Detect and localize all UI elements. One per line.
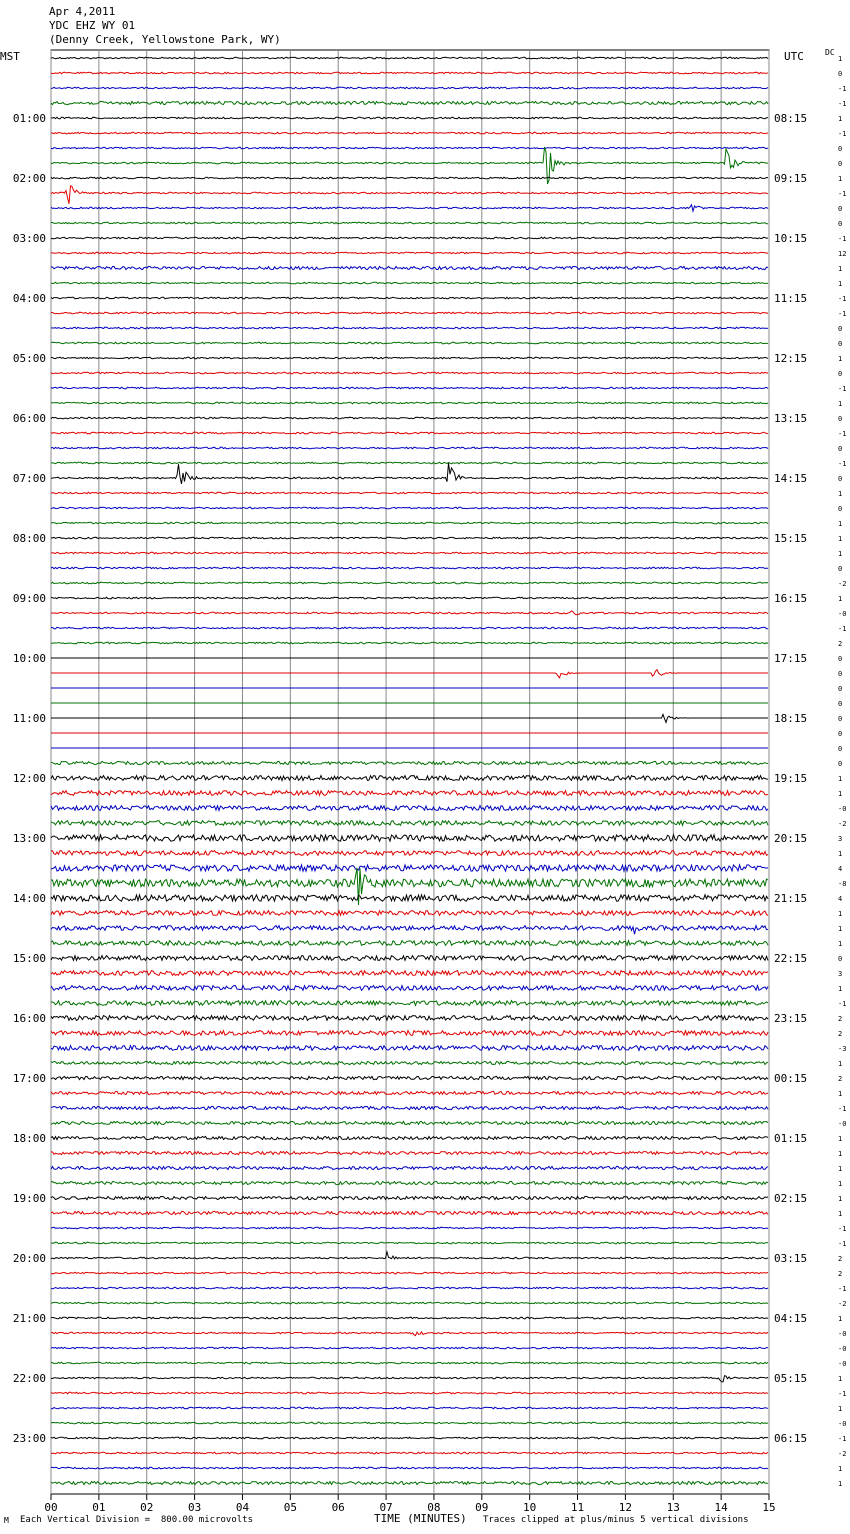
- dc-offset-label: 0: [838, 655, 843, 663]
- trace-line: [51, 1106, 768, 1109]
- trace-line: [51, 714, 768, 722]
- plot-frame: [51, 50, 769, 1494]
- trace-line: [51, 342, 768, 344]
- x-tick-label: 04: [235, 1501, 250, 1514]
- trace-line: [51, 1407, 768, 1409]
- utc-hour-label: 12:15: [774, 352, 808, 365]
- trace-line: [51, 911, 768, 916]
- trace-line: [51, 1422, 768, 1424]
- dc-offset-label: 0: [838, 445, 843, 453]
- dc-offset-label: -1: [838, 235, 847, 243]
- dc-offset-label: 1: [838, 1480, 843, 1488]
- mst-hour-label: 15:00: [12, 952, 46, 965]
- x-tick-label: 12: [618, 1501, 633, 1514]
- x-tick-label: 11: [570, 1501, 585, 1514]
- dc-offset-label: 1: [838, 985, 843, 993]
- trace-line: [51, 1227, 768, 1229]
- dc-offset-label: 0: [838, 715, 843, 723]
- dc-offset-label: -1: [838, 625, 847, 633]
- trace-line: [51, 567, 768, 569]
- trace-line: [51, 1467, 768, 1469]
- trace-line: [51, 1151, 768, 1154]
- dc-offset-label: 0: [838, 70, 843, 78]
- trace-line: [51, 1362, 768, 1364]
- x-tick-label: 07: [379, 1501, 393, 1514]
- trace-line: [51, 1252, 768, 1259]
- dc-offset-label: 0: [838, 955, 843, 963]
- dc-offset-label: 0: [838, 760, 843, 768]
- mst-hour-label: 06:00: [12, 412, 46, 425]
- dc-offset-label: -1: [838, 130, 847, 138]
- trace-line: [51, 1031, 768, 1036]
- trace-line: [51, 941, 768, 946]
- trace-line: [51, 1287, 768, 1289]
- dc-offset-label: 1: [838, 175, 843, 183]
- trace-line: [51, 1001, 768, 1006]
- dc-offset-label: 0: [838, 325, 843, 333]
- dc-offset-label: 0: [838, 565, 843, 573]
- dc-offset-label: 0: [838, 475, 843, 483]
- trace-line: [51, 87, 768, 89]
- dc-offset-label: 1: [838, 1135, 843, 1143]
- mst-hour-label: 23:00: [12, 1432, 46, 1445]
- trace-line: [51, 1302, 768, 1304]
- dc-offset-label: 0: [838, 415, 843, 423]
- trace-line: [51, 868, 768, 905]
- trace-line: [51, 417, 768, 419]
- trace-line: [51, 537, 768, 539]
- x-tick-label: 08: [427, 1501, 441, 1514]
- mst-hour-label: 02:00: [12, 172, 46, 185]
- dc-offset-label: -1: [838, 1105, 847, 1113]
- x-tick-label: 03: [187, 1501, 202, 1514]
- utc-hour-label: 17:15: [774, 652, 808, 665]
- dc-offset-label: 1: [838, 1465, 843, 1473]
- dc-offset-label: -1: [838, 1435, 847, 1443]
- dc-offset-label: 1: [838, 1060, 843, 1068]
- trace-line: [51, 492, 768, 494]
- trace-line: [51, 1242, 768, 1244]
- x-tick-label: 10: [523, 1501, 537, 1514]
- utc-hour-label: 19:15: [774, 772, 808, 785]
- dc-offset-label: 1: [838, 1165, 843, 1173]
- dc-offset-label: 1: [838, 910, 843, 918]
- mst-hour-label: 13:00: [12, 832, 46, 845]
- trace-line: [51, 266, 768, 269]
- mst-hour-label: 03:00: [12, 232, 46, 245]
- dc-offset-label: -2: [838, 820, 847, 828]
- dc-offset-label: -1: [838, 1390, 847, 1398]
- dc-offset-label: 1: [838, 115, 843, 123]
- trace-line: [51, 1061, 768, 1064]
- trace-line: [51, 177, 768, 179]
- trace-line: [51, 1091, 768, 1094]
- dc-offset-label: 0: [838, 685, 843, 693]
- trace-line: [51, 926, 768, 935]
- dc-offset-label: -0: [838, 1330, 847, 1338]
- x-axis-title: TIME (MINUTES): [374, 1512, 467, 1525]
- trace-line: [51, 205, 768, 211]
- dc-offset-label: -0: [838, 1360, 847, 1368]
- dc-offset-label: 1: [838, 1210, 843, 1218]
- mst-hour-label: 14:00: [12, 892, 46, 905]
- dc-offset-label: 2: [838, 1255, 843, 1263]
- scale-note: Each Vertical Division = 800.00 microvolts: [20, 1515, 253, 1525]
- dc-offset-label: -1: [838, 100, 847, 108]
- utc-hour-label: 10:15: [774, 232, 808, 245]
- trace-line: [51, 402, 768, 404]
- mst-hour-label: 17:00: [12, 1072, 46, 1085]
- trace-line: [51, 642, 768, 644]
- dc-offset-label: 2: [838, 1015, 843, 1023]
- trace-line: [51, 1121, 768, 1124]
- utc-hour-label: 02:15: [774, 1192, 808, 1205]
- dc-offset-label: -2: [838, 1450, 847, 1458]
- dc-offset-label: 1: [838, 1150, 843, 1158]
- trace-line: [51, 1181, 768, 1184]
- trace-line: [51, 1481, 768, 1484]
- dc-offset-label: -1: [838, 385, 847, 393]
- trace-line: [51, 835, 768, 841]
- utc-hour-label: 18:15: [774, 712, 808, 725]
- plot-grid: [51, 50, 769, 1494]
- dc-offset-label: -3: [838, 1045, 847, 1053]
- utc-hour-label: 13:15: [774, 412, 808, 425]
- dc-offset-label: -1: [838, 1240, 847, 1248]
- dc-offset-label: 1: [838, 1375, 843, 1383]
- dc-offset-label: 1: [838, 535, 843, 543]
- dc-offset-label: 0: [838, 205, 843, 213]
- dc-offset-label: -0: [838, 610, 847, 618]
- dc-offset-label: 1: [838, 1090, 843, 1098]
- trace-line: [51, 1166, 768, 1169]
- utc-hour-label: 16:15: [774, 592, 808, 605]
- x-tick-label: 02: [140, 1501, 154, 1514]
- x-tick-label: 14: [714, 1501, 728, 1514]
- mst-hour-label: 12:00: [12, 772, 46, 785]
- dc-offset-label: 0: [838, 700, 843, 708]
- dc-offset-label: -2: [838, 580, 847, 588]
- dc-offset-label: 4: [838, 865, 843, 873]
- trace-line: [51, 282, 768, 284]
- x-tick-label: 06: [331, 1501, 345, 1514]
- x-tick-label: 09: [475, 1501, 489, 1514]
- dc-offset-label: 3: [838, 835, 843, 843]
- dc-offset-label: -1: [838, 295, 847, 303]
- trace-line: [51, 1272, 768, 1274]
- mst-hour-label: 08:00: [12, 532, 46, 545]
- trace-line: [51, 1136, 768, 1139]
- trace-line: [51, 1211, 768, 1214]
- dc-offset-label: 1: [838, 1180, 843, 1188]
- trace-line: [51, 956, 768, 961]
- mst-hour-label: 10:00: [12, 652, 46, 665]
- trace-line: [51, 1392, 768, 1394]
- utc-hour-label: 23:15: [774, 1012, 808, 1025]
- dc-offset-label: 0: [838, 730, 843, 738]
- dc-offset-label: 4: [838, 895, 843, 903]
- utc-hour-label: 00:15: [774, 1072, 808, 1085]
- mst-hour-label: 21:00: [12, 1312, 46, 1325]
- trace-line: [51, 507, 768, 509]
- trace-line: [51, 312, 768, 314]
- dc-offset-label: 1: [838, 850, 843, 858]
- dc-offset-label: 1: [838, 400, 843, 408]
- clip-note: Traces clipped at plus/minus 5 vertical divisions: [483, 1515, 749, 1525]
- mst-hour-label: 22:00: [12, 1372, 46, 1385]
- trace-line: [51, 432, 768, 434]
- trace-line: [51, 821, 768, 826]
- utc-axis-label: UTC: [784, 50, 804, 63]
- dc-offset-label: 1: [838, 775, 843, 783]
- trace-line: [51, 72, 768, 74]
- dc-offset-label: 2: [838, 1030, 843, 1038]
- mst-hour-label: 18:00: [12, 1132, 46, 1145]
- dc-offset-label: 0: [838, 160, 843, 168]
- trace-line: [51, 101, 768, 104]
- trace-line: [51, 1196, 768, 1199]
- chart-station: YDC EHZ WY 01: [49, 19, 136, 32]
- trace-line: [51, 132, 768, 134]
- trace-line: [51, 971, 768, 976]
- corner-mark: M: [4, 1516, 9, 1525]
- utc-hour-label: 11:15: [774, 292, 808, 305]
- trace-line: [51, 1332, 768, 1336]
- trace-line: [51, 147, 768, 149]
- mst-axis-label: MST: [0, 50, 20, 63]
- dc-offset-label: 0: [838, 505, 843, 513]
- dc-offset-label: -0: [838, 805, 847, 813]
- trace-line: [51, 582, 768, 584]
- trace-line: [51, 462, 768, 464]
- trace-line: [51, 357, 768, 359]
- utc-hour-label: 20:15: [774, 832, 808, 845]
- dc-offset-label: 1: [838, 550, 843, 558]
- utc-hour-label: 01:15: [774, 1132, 808, 1145]
- dc-offset-label: -1: [838, 85, 847, 93]
- trace-line: [51, 627, 768, 629]
- dc-offset-label: 2: [838, 1075, 843, 1083]
- dc-offset-label: 2: [838, 640, 843, 648]
- trace-line: [51, 611, 768, 615]
- trace-line: [51, 1376, 768, 1382]
- utc-hour-label: 08:15: [774, 112, 808, 125]
- trace-line: [51, 117, 768, 119]
- dc-offset-label: 1: [838, 280, 843, 288]
- dc-offset-label: -2: [838, 1300, 847, 1308]
- trace-line: [51, 387, 768, 389]
- trace-line: [51, 1046, 768, 1051]
- dc-offset-label: -0: [838, 1420, 847, 1428]
- trace-line: [51, 57, 768, 59]
- dc-offset-label: 1: [838, 490, 843, 498]
- trace-line: [51, 1452, 768, 1454]
- trace-line: [51, 761, 768, 764]
- dc-offset-label: 0: [838, 340, 843, 348]
- trace-line: [51, 895, 768, 901]
- dc-offset-label: 1: [838, 790, 843, 798]
- dc-offset-label: 12: [838, 250, 847, 258]
- trace-line: [51, 327, 768, 329]
- trace-line: [51, 865, 768, 871]
- x-axis-ticks: [44, 1494, 775, 1514]
- utc-hour-label: 14:15: [774, 472, 808, 485]
- x-tick-label: 13: [666, 1501, 680, 1514]
- trace-line: [51, 806, 768, 811]
- mst-hour-label: 19:00: [12, 1192, 46, 1205]
- trace-line: [51, 222, 768, 224]
- utc-hour-label: 09:15: [774, 172, 808, 185]
- dc-offset-label: 1: [838, 55, 843, 63]
- mst-hour-label: 07:00: [12, 472, 46, 485]
- dc-offset-label: -1: [838, 1225, 847, 1233]
- trace-line: [51, 186, 768, 204]
- dc-offset-label: 1: [838, 940, 843, 948]
- trace-line: [51, 237, 768, 239]
- dc-offset-label: 0: [838, 370, 843, 378]
- trace-line: [51, 552, 768, 554]
- chart-date: Apr 4,2011: [49, 5, 116, 18]
- trace-line: [51, 252, 768, 254]
- trace-line: [51, 463, 768, 484]
- mst-hour-label: 11:00: [12, 712, 46, 725]
- dc-offset-label: 1: [838, 1195, 843, 1203]
- mst-hour-label: 09:00: [12, 592, 46, 605]
- mst-hour-label: 05:00: [12, 352, 46, 365]
- trace-line: [51, 670, 768, 678]
- dc-offset-label: 1: [838, 1315, 843, 1323]
- mst-hour-label: 01:00: [12, 112, 46, 125]
- utc-hour-label: 04:15: [774, 1312, 808, 1325]
- trace-line: [51, 1347, 768, 1349]
- dc-offset-label: -1: [838, 1000, 847, 1008]
- dc-offset-label: 0: [838, 220, 843, 228]
- dc-offset-label: -1: [838, 310, 847, 318]
- utc-hour-label: 03:15: [774, 1252, 808, 1265]
- trace-line: [51, 372, 768, 374]
- dc-label: DC: [825, 48, 835, 57]
- dc-offset-label: -0: [838, 1345, 847, 1353]
- trace-line: [51, 851, 768, 856]
- dc-offset-label: -1: [838, 460, 847, 468]
- trace-line: [51, 1437, 768, 1439]
- dc-offset-label: -0: [838, 1120, 847, 1128]
- utc-hour-label: 22:15: [774, 952, 808, 965]
- dc-offset-label: 1: [838, 265, 843, 273]
- mst-hour-label: 20:00: [12, 1252, 46, 1265]
- dc-offset-label: -1: [838, 1285, 847, 1293]
- utc-hour-label: 21:15: [774, 892, 808, 905]
- dc-offset-label: 1: [838, 1405, 843, 1413]
- trace-line: [51, 447, 768, 449]
- trace-line: [51, 1016, 768, 1021]
- trace-line: [51, 597, 768, 599]
- dc-offset-label: -8: [838, 880, 847, 888]
- trace-line: [51, 522, 768, 524]
- trace-line: [51, 791, 768, 796]
- dc-offset-label: 2: [838, 1270, 843, 1278]
- x-tick-label: 15: [762, 1501, 776, 1514]
- mst-hour-label: 16:00: [12, 1012, 46, 1025]
- trace-line: [51, 986, 768, 991]
- seismic-traces: [51, 57, 768, 1484]
- dc-offset-label: 1: [838, 520, 843, 528]
- dc-offset-label: -1: [838, 430, 847, 438]
- dc-offset-label: 1: [838, 925, 843, 933]
- dc-offset-label: 0: [838, 745, 843, 753]
- dc-offset-label: -1: [838, 190, 847, 198]
- dc-offset-label: 1: [838, 595, 843, 603]
- utc-hour-label: 15:15: [774, 532, 808, 545]
- dc-offset-label: 1: [838, 355, 843, 363]
- x-tick-label: 05: [283, 1501, 297, 1514]
- utc-hour-label: 05:15: [774, 1372, 808, 1385]
- x-tick-label: 00: [44, 1501, 58, 1514]
- utc-hour-label: 06:15: [774, 1432, 808, 1445]
- trace-line: [51, 297, 768, 299]
- dc-offset-label: 3: [838, 970, 843, 978]
- mst-hour-label: 04:00: [12, 292, 46, 305]
- dc-offset-label: 0: [838, 145, 843, 153]
- x-tick-label: 01: [92, 1501, 106, 1514]
- trace-line: [51, 1317, 768, 1319]
- trace-line: [51, 1076, 768, 1079]
- dc-offset-label: 0: [838, 670, 843, 678]
- chart-location: (Denny Creek, Yellowstone Park, WY): [49, 33, 281, 46]
- trace-line: [51, 776, 768, 781]
